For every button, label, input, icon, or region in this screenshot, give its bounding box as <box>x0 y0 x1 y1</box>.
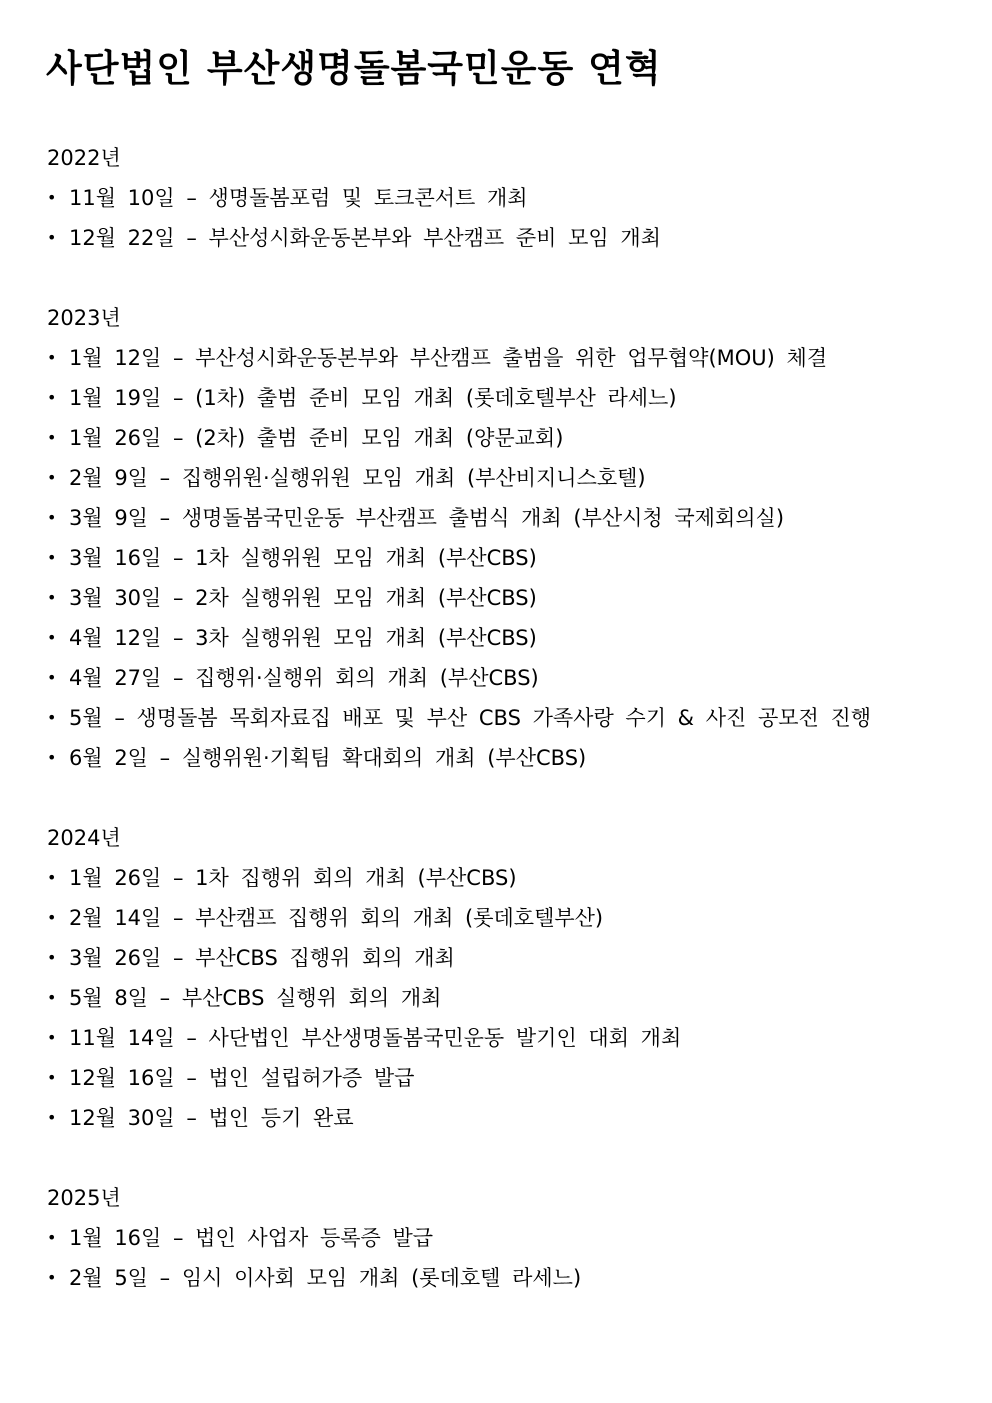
event-text: 6월 2일 – 실행위원·기획팀 확대회의 개최 (부산CBS) <box>69 746 587 770</box>
event-list <box>47 178 977 258</box>
event-item <box>47 938 977 978</box>
event-item <box>47 738 977 778</box>
event-item <box>47 1018 977 1058</box>
event-item <box>47 498 977 538</box>
event-text: 2월 14일 – 부산캠프 집행위 회의 개최 (롯데호텔부산) <box>69 906 604 930</box>
bullet-icon: • <box>47 1228 57 1247</box>
event-text: 11월 10일 – 생명돌봄포럼 및 토크콘서트 개최 <box>69 186 528 210</box>
event-text: 1월 12일 – 부산성시화운동본부와 부산캠프 출범을 위한 업무협약(MOU) 체결 <box>69 346 828 370</box>
event-text: 2월 5일 – 임시 이사회 모임 개최 (롯데호텔 라세느) <box>69 1266 582 1290</box>
event-item <box>47 538 977 578</box>
event-item <box>47 1218 977 1258</box>
event-text: 1월 19일 – (1차) 출범 준비 모임 개최 (롯데호텔부산 라세느) <box>69 386 677 410</box>
event-item <box>47 218 977 258</box>
history-sections <box>47 138 977 1338</box>
event-item <box>47 378 977 418</box>
bullet-icon: • <box>47 668 57 687</box>
event-text: 3월 16일 – 1차 실행위원 모임 개최 (부산CBS) <box>69 546 537 570</box>
bullet-icon: • <box>47 948 57 967</box>
year-heading: 2022년 <box>47 146 121 170</box>
event-text: 12월 22일 – 부산성시화운동본부와 부산캠프 준비 모임 개최 <box>69 226 661 250</box>
event-text: 4월 12일 – 3차 실행위원 모임 개최 (부산CBS) <box>69 626 537 650</box>
year-section <box>47 1178 977 1298</box>
event-item <box>47 658 977 698</box>
bullet-icon: • <box>47 588 57 607</box>
event-list <box>47 338 977 778</box>
event-item <box>47 1098 977 1138</box>
bullet-icon: • <box>47 1028 57 1047</box>
event-text: 3월 9일 – 생명돌봄국민운동 부산캠프 출범식 개최 (부산시청 국제회의실) <box>69 506 785 530</box>
bullet-icon: • <box>47 628 57 647</box>
bullet-icon: • <box>47 708 57 727</box>
bullet-icon: • <box>47 228 57 247</box>
event-text: 1월 16일 – 법인 사업자 등록증 발급 <box>69 1226 434 1250</box>
event-text: 3월 30일 – 2차 실행위원 모임 개최 (부산CBS) <box>69 586 537 610</box>
bullet-icon: • <box>47 908 57 927</box>
event-item <box>47 578 977 618</box>
event-text: 1월 26일 – (2차) 출범 준비 모임 개최 (양문교회) <box>69 426 564 450</box>
bullet-icon: • <box>47 468 57 487</box>
year-section <box>47 138 977 258</box>
event-item <box>47 618 977 658</box>
bullet-icon: • <box>47 348 57 367</box>
year-heading: 2024년 <box>47 826 121 850</box>
event-list <box>47 858 977 1138</box>
event-item <box>47 1258 977 1298</box>
event-text: 12월 16일 – 법인 설립허가증 발급 <box>69 1066 415 1090</box>
bullet-icon: • <box>47 388 57 407</box>
event-item <box>47 898 977 938</box>
event-text: 3월 26일 – 부산CBS 집행위 회의 개최 <box>69 946 455 970</box>
event-item <box>47 338 977 378</box>
bullet-icon: • <box>47 748 57 767</box>
event-text: 5월 – 생명돌봄 목회자료집 배포 및 부산 CBS 가족사랑 수기 & 사진 공모전 진행 <box>69 706 872 730</box>
bullet-icon: • <box>47 188 57 207</box>
event-text: 5월 8일 – 부산CBS 실행위 회의 개최 <box>69 986 442 1010</box>
year-heading: 2025년 <box>47 1186 121 1210</box>
event-text: 12월 30일 – 법인 등기 완료 <box>69 1106 354 1130</box>
event-text: 4월 27일 – 집행위·실행위 회의 개최 (부산CBS) <box>69 666 539 690</box>
bullet-icon: • <box>47 868 57 887</box>
bullet-icon: • <box>47 1268 57 1287</box>
year-heading: 2023년 <box>47 306 121 330</box>
year-section <box>47 818 977 1138</box>
bullet-icon: • <box>47 428 57 447</box>
bullet-icon: • <box>47 548 57 567</box>
event-item <box>47 858 977 898</box>
bullet-icon: • <box>47 988 57 1007</box>
event-item <box>47 698 977 738</box>
event-list <box>47 1218 977 1298</box>
bullet-icon: • <box>47 508 57 527</box>
event-text: 11월 14일 – 사단법인 부산생명돌봄국민운동 발기인 대회 개최 <box>69 1026 682 1050</box>
event-item <box>47 178 977 218</box>
bullet-icon: • <box>47 1068 57 1087</box>
event-item <box>47 978 977 1018</box>
event-item <box>47 418 977 458</box>
event-item <box>47 458 977 498</box>
document-title: 사단법인 부산생명돌봄국민운동 연혁 <box>46 47 662 90</box>
event-text: 1월 26일 – 1차 집행위 회의 개최 (부산CBS) <box>69 866 517 890</box>
event-item <box>47 1058 977 1098</box>
bullet-icon: • <box>47 1108 57 1127</box>
event-text: 2월 9일 – 집행위원·실행위원 모임 개최 (부산비지니스호텔) <box>69 466 646 490</box>
year-section <box>47 298 977 778</box>
